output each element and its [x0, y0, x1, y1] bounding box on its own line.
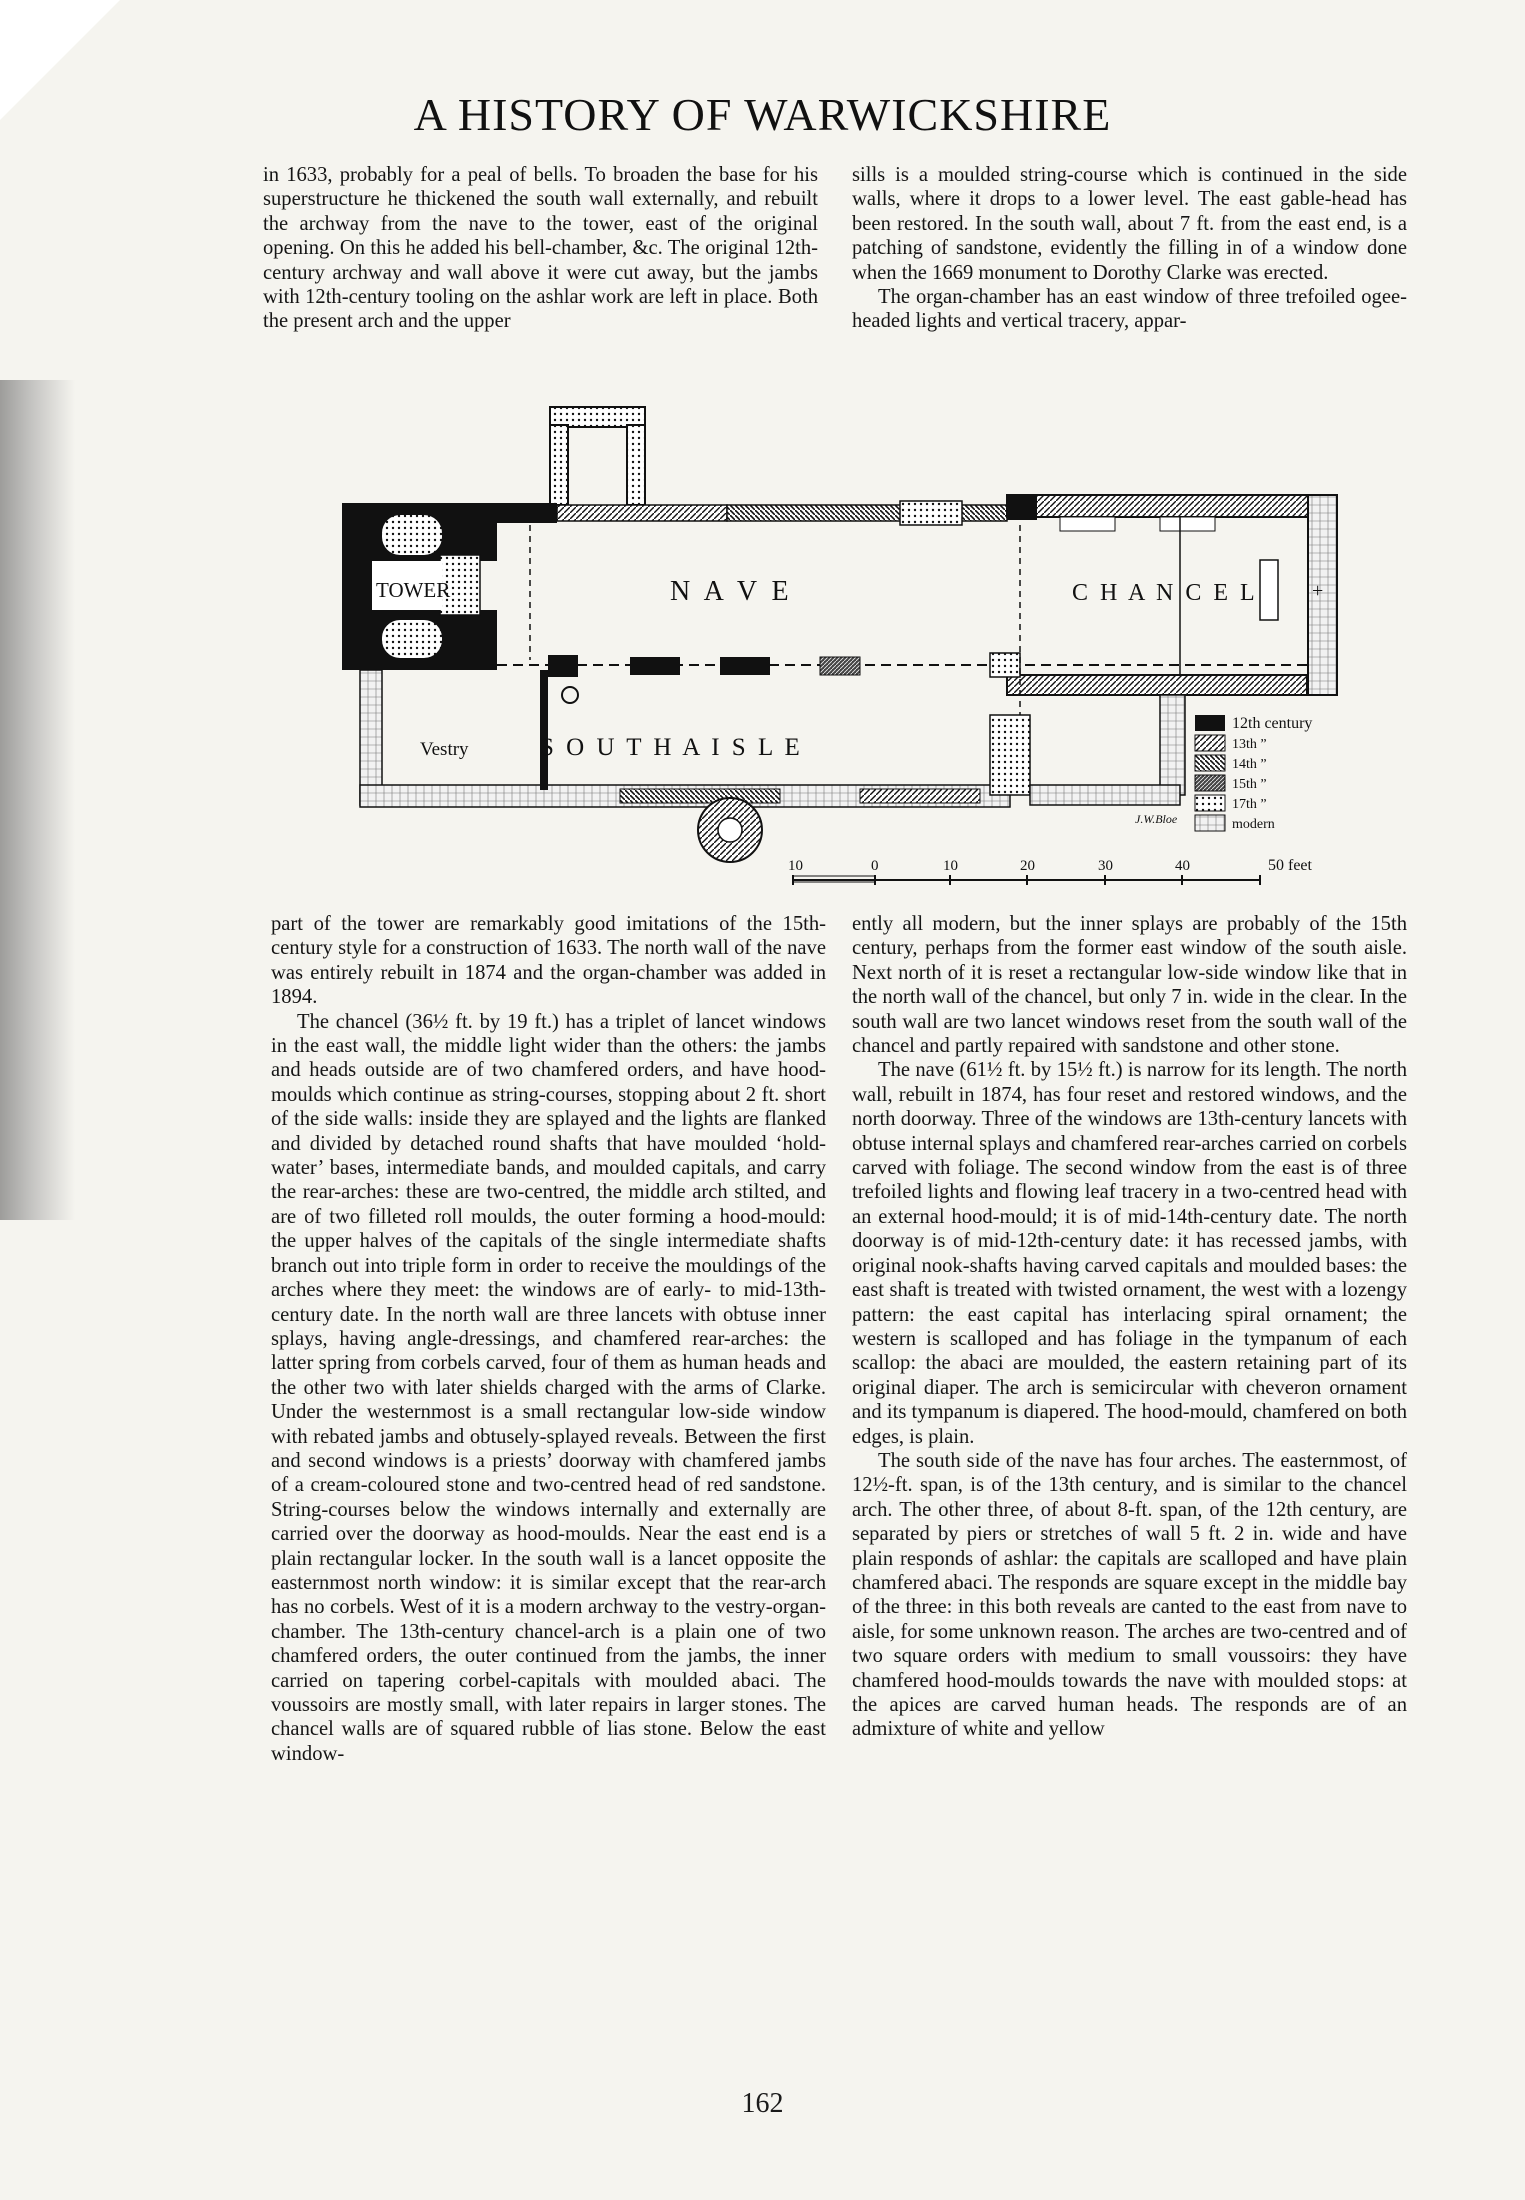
scale-tick: 50 feet — [1268, 857, 1312, 874]
column-bottom-right — [852, 912, 1407, 2047]
legend-item: 13th ” — [1232, 737, 1267, 752]
scale-bar — [788, 857, 1313, 885]
page-number: 162 — [741, 2088, 784, 2119]
scale-tick: 0 — [871, 858, 879, 874]
paragraph: part of the tower are remarkably good imitations of the 15th-century style for a construction of 1633. The north wall of the nave was entirely rebuilt in 1874 and the organ-chamber was added in 1894. — [271, 913, 826, 1009]
legend-item: 14th ” — [1232, 757, 1267, 772]
south-aisle-label: S O U T H A I S L E — [540, 734, 803, 761]
legend-item: 15th ” — [1232, 777, 1267, 792]
scan-shadow — [0, 380, 75, 1220]
tower-label: TOWER — [376, 578, 451, 602]
legend-item: 12th century — [1232, 715, 1313, 732]
chancel-label: C H A N C E L — [1072, 580, 1258, 606]
scale-tick: 30 — [1098, 858, 1113, 874]
scale-tick: 20 — [1020, 858, 1035, 874]
paragraph: The organ-chamber has an east window of three trefoiled ogee-headed lights and vertical tracery, appar- — [852, 286, 1407, 333]
draughtsman-signature: J.W.Bloe — [1135, 812, 1178, 826]
paragraph: ently all modern, but the inner splays are probably of the 15th century, perhaps from the former east window of the south aisle. Next north of it is reset a rectangular low-side window like that in the north wall of the chancel, but only 7 in. wide in the clear. In the south wall are two lancet windows reset from the south wall of the chancel and partly repaired with sandstone and other stone. — [852, 913, 1407, 1058]
scale-tick: 10 — [788, 858, 803, 874]
page-title: A HISTORY OF WARWICKSHIRE — [413, 89, 1112, 140]
vestry-label: Vestry — [420, 739, 469, 760]
altar-cross: + — [1312, 580, 1324, 602]
church-floor-plan — [300, 405, 1380, 910]
paragraph: The south side of the nave has four arches. The easternmost, of 12½-ft. span, is of the 13th century, and is similar to the chancel arch. The other three, of about 8-ft. span, of the 12th century, are separated by piers or stretches of wall 5 ft. 2 in. wide and have plain responds of ashlar: the capitals are scalloped and have plain chamfered abaci. The responds are square except in the middle bay of the three: in this both reveals are canted to the east from nave to aisle, for some unknown reason. The arches are two-centred and of two square orders with medium to small voussoirs: they have chamfered hood-moulds towards the nave with moulded stops: at the apices are carved human heads. The responds are of an admixture of white and yellow — [852, 1449, 1407, 1741]
legend-item: modern — [1232, 817, 1275, 832]
scale-tick: 10 — [943, 858, 958, 874]
north-porch — [550, 407, 645, 505]
organ-chamber — [1030, 695, 1185, 805]
nave-north-wall — [497, 501, 1007, 525]
legend-item: 17th ” — [1232, 797, 1267, 812]
tower — [342, 503, 497, 670]
column-top-left — [263, 163, 818, 385]
paragraph: in 1633, probably for a peal of bells. To broaden the base for his superstructure he thickened the south wall externally, and rebuilt the archway from the nave to the tower, east of the original opening. On this he added his bell-chamber, &c. The original 12th-century archway and wall above it were cut away, but the jambs with 12th-century tooling on the ashlar work are left in place. Both the present arch and the upper — [263, 164, 818, 333]
scale-tick: 40 — [1175, 858, 1190, 874]
paragraph: sills is a moulded string-course which is continued in the side walls, where it drops to a lower level. The east gable-head has been restored. In the south wall, about 7 ft. from the east end, is a patching of sandstone, evidently the filling in of a window done when the 1669 monument to Dorothy Clarke was erected. — [852, 164, 1407, 284]
paragraph: The nave (61½ ft. by 15½ ft.) is narrow for its length. The north wall, rebuilt in 1874, has four reset and restored windows, and the north doorway. Three of the windows are 13th-century lancets with obtuse internal splays and chamfered rear-arches carried on corbels carved with foliage. The second window from the east is of three trefoiled lights and flowing leaf tracery in a two-centred head with an external hood-mould; it is of mid-14th-century date. The north doorway is of mid-12th-century date: it has recessed jambs, with original nook-shafts having carved capitals and moulded bases: the east shaft is treated with twisted ornament, the west with a lozengy pattern: the east capital has interlacing spiral ornament; the western is scalloped and has foliage in the tympanum of each scallop: the abaci are moulded, the eastern retaining part of its original diaper. The arch is semicircular with cheveron ornament and its tympanum is diapered. The hood-mould, chamfered on both edges, is plain. — [852, 1059, 1407, 1448]
paragraph: The chancel (36½ ft. by 19 ft.) has a triplet of lancet windows in the east wall, the middle light wider than the others: the jambs and heads outside are of two chamfered orders, and have hood-moulds which continue as string-courses, stopping about 2 ft. short of the side walls: inside they are splayed and the lights are flanked and divided by detached round shafts that have moulded ‘hold-water’ bases, intermediate bands, and moulded capitals, and carry the rear-arches: these are two-centred, the middle arch stilted, and are of two filleted roll moulds, the outer forming a hood-mould: the upper halves of the capitals of the single intermediate shafts branch out into triple form in order to receive the mouldings of the arches where they meet: the windows are of early- to mid-13th-century date. In the north wall are three lancets with obtuse inner splays, having angle-dressings, and chamfered rear-arches: the latter spring from corbels carved, four of them as human heads and the other two with later shields charged with the arms of Clarke. Under the westernmost is a small rectangular low-side window with rebated jambs and obtusely-splayed reveals. Between the first and second windows is a priests’ doorway with chamfered jambs of a cream-coloured stone and two-centred head of red sandstone. String-courses below the windows internally and externally are carried over the doorway as hood-moulds. Near the east end is a plain rectangular locker. In the south wall is a lancet opposite the easternmost north window: it is similar except that the rear-arch has no corbels. West of it is a modern archway to the vestry-organ-chamber. The 13th-century chancel-arch is a plain one of two chamfered orders, the outer continued from the jambs, the inner carried on tapering corbel-capitals with moulded abaci. The voussoirs are mostly small, with later repairs in larger stones. The chancel walls are of squared rubble of lias stone. Below the east window- — [271, 1010, 826, 1765]
column-top-right — [852, 163, 1407, 385]
nave-label: N A V E — [670, 576, 793, 607]
south-aisle — [360, 670, 1030, 862]
column-bottom-left — [271, 912, 826, 2047]
